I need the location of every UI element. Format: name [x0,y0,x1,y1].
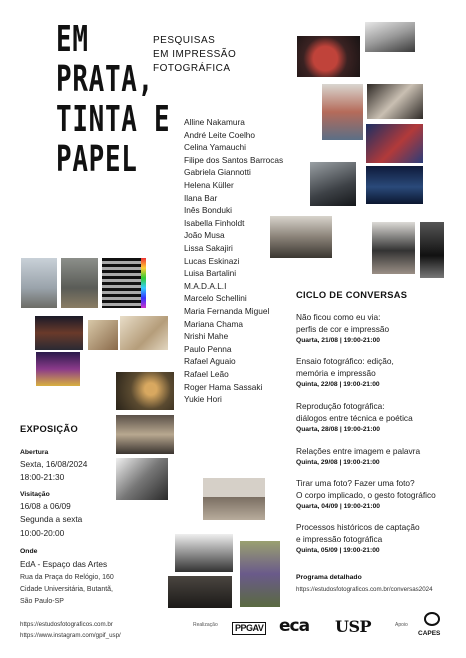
photo-blue-sea [366,166,423,204]
artist-name: Lissa Sakajiri [184,243,233,253]
exposicao-heading: EXPOSIÇÃO [20,424,78,434]
artist-name: João Musa [184,230,225,241]
programa-label: Programa detalhado [296,574,362,581]
ppgav-logo: PPGAV [232,622,266,635]
talk-date: Quarta, 04/09 | 19:00-21:00 [296,503,381,510]
artist-name: Filipe dos Santos Barrocas [184,154,284,165]
photo-warm-dark [116,372,174,410]
address-line-1: Rua da Praça do Relógio, 160 [20,574,114,581]
artist-name: Rafael Aguaio [184,356,236,367]
talk-title-cont: memória e impressão [296,368,376,378]
talk-title-cont: diálogos entre técnica e poética [296,413,413,423]
ciclo-heading: CICLO DE CONVERSAS [296,290,408,300]
address-line-2: Cidade Universitária, Butantã, [20,586,113,593]
photo-family-table [116,415,174,454]
photo-tall-bw [420,222,444,278]
visitacao-time: 10:00-20:00 [20,528,65,538]
photo-wall-interior [270,216,332,258]
apoio-label: Apoio [395,622,408,628]
venue-name: EdA - Espaço das Artes [20,559,108,569]
photo-dark-room [310,162,356,206]
programa-link[interactable]: https://estudosfotograficos.com.br/conversas2024 [296,586,433,593]
visitacao-dates: 16/08 a 06/09 [20,501,71,511]
abertura-date: Sexta, 16/08/2024 [20,459,88,469]
photo-red-object [297,36,360,77]
talk-title: Tirar uma foto? Fazer uma foto? [296,478,415,488]
artist-name: Paulo Penna [184,343,232,354]
title-line-2: PRATA, [56,59,154,100]
photo-color-strip [141,258,146,308]
talk-title: Reprodução fotográfica: [296,401,385,411]
subtitle-line-3: FOTOGRÁFICA [153,63,231,74]
talk-title-cont: e impressão fotográfica [296,534,383,544]
photo-crowd-night [35,316,83,350]
photo-two-people [240,541,280,607]
talk-title: Relações entre imagem e palavra [296,446,421,456]
talk-date: Quinta, 22/08 | 19:00-21:00 [296,381,380,388]
artist-name: Helena Küller [184,180,234,190]
photo-dark-landscape [168,576,232,608]
artist-name: Luisa Bartalini [184,268,237,279]
address-line-3: São Paulo-SP [20,598,64,605]
usp-logo: USP [335,617,372,636]
visitacao-days: Segunda a sexta [20,514,83,524]
artist-name: Isabella Finholdt [184,217,245,228]
realizacao-label: Realização [193,622,218,628]
talk-date: Quinta, 05/09 | 19:00-21:00 [296,547,380,554]
abertura-time: 18:00-21:30 [20,472,65,482]
talk-date: Quarta, 28/08 | 19:00-21:00 [296,426,381,433]
photo-phone-hands [367,84,423,119]
photo-bw-figures [116,458,168,500]
photo-portrait [372,222,415,274]
photo-pyramid [203,478,265,520]
title-line-1: EM [56,19,89,60]
abertura-label: Abertura [20,449,49,456]
artist-name: Yukie Hori [184,394,222,405]
talk-date: Quarta, 21/08 | 19:00-21:00 [296,337,381,344]
artist-name: André Leite Coelho [184,129,256,140]
talk-title-cont: perfis de cor e impressão [296,324,390,334]
photo-purple-night [36,352,80,386]
onde-label: Onde [20,548,38,555]
talk-title: Não ficou como eu via: [296,312,381,322]
artist-name: Marcelo Schellini [184,293,247,304]
photo-parchment [88,320,118,350]
artist-name: Roger Hama Sassaki [184,381,263,392]
title-line-4: PAPEL [56,139,138,180]
photo-bw-building [175,534,233,572]
talk-title-cont: O corpo implicado, o gesto fotográfico [296,490,436,500]
photo-masked-person [322,84,363,140]
artist-name: Inês Bonduki [184,205,232,216]
artist-name: Lucas Eskinazi [184,255,240,266]
instagram-link[interactable]: https://www.instagram.com/gpif_usp/ [20,632,121,639]
photo-test-chart [102,258,142,308]
website-link[interactable]: https://estudosfotograficos.com.br [20,621,113,628]
artist-name: Gabriela Giannotti [184,167,251,178]
photo-building [365,22,415,52]
photo-sepia-book [120,316,168,350]
artist-name: Celina Yamauchi [184,142,246,153]
artist-name: Ilana Bar [184,192,218,203]
artist-name: Mariana Chama [184,318,244,329]
artist-name: M.A.D.A.L.I [184,280,227,291]
visitacao-label: Visitação [20,491,50,498]
artist-name: Maria Fernanda Miguel [184,306,270,316]
talk-title: Processos históricos de captação [296,522,420,532]
title-line-3: TINTA E [56,99,171,140]
talk-title: Ensaio fotográfico: edição, [296,356,394,366]
talk-date: Quinta, 29/08 | 19:00-21:00 [296,459,380,466]
subtitle-line-1: PESQUISAS [153,35,216,46]
subtitle-line-2: EM IMPRESSÃO [153,49,237,60]
photo-sky-rock [21,258,57,308]
capes-logo: CAPES [418,630,441,637]
photo-tree [61,258,98,308]
capes-icon [424,612,440,626]
artist-name: Nrishi Mahe [184,331,229,342]
eca-logo: eca [279,616,310,636]
artist-name: Rafael Leão [184,369,229,379]
artist-name: Alline Nakamura [184,117,245,127]
photo-blue-red [366,124,423,163]
